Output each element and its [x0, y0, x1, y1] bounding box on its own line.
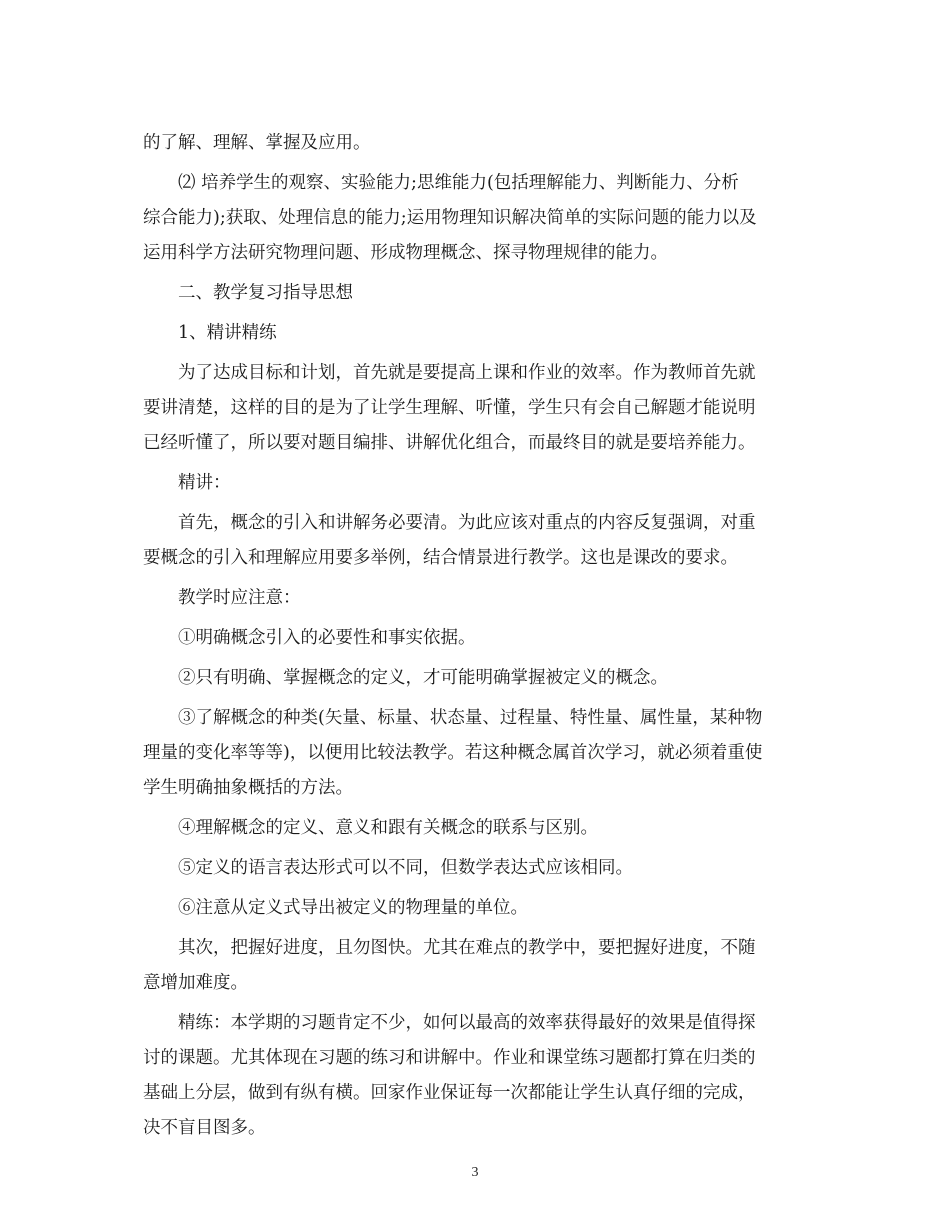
text-line: 理量的变化率等等)，以便用比较法教学。若这种概念属首次学习，就必须着重使	[143, 743, 763, 763]
text-line: 决不盲目图多。	[143, 1118, 266, 1138]
text-line: 其次，把握好进度，且勿图快。尤其在难点的教学中，要把握好进度，不随	[178, 938, 756, 958]
paragraph	[143, 851, 808, 886]
paragraph	[143, 701, 808, 806]
text-line: 学生明确抽象概括的方法。	[143, 778, 353, 798]
text-line: 精讲：	[178, 473, 231, 493]
text-line: ②只有明确、掌握概念的定义，才可能明确掌握被定义的概念。	[178, 668, 668, 688]
text-line: ④理解概念的定义、意义和跟有关概念的联系与区别。	[178, 818, 598, 838]
text-line: 运用科学方法研究物理问题、形成物理概念、探寻物理规律的能力。	[143, 243, 668, 263]
text-line: ⑵ 培养学生的观察、实验能力;思维能力(包括理解能力、判断能力、分析	[178, 173, 739, 193]
text-line: 要讲清楚，这样的目的是为了让学生理解、听懂，学生只有会自己解题才能说明	[143, 398, 756, 418]
text-line: 精练：本学期的习题肯定不少，如何以最高的效率获得最好的效果是值得探	[178, 1013, 756, 1033]
paragraph	[143, 466, 808, 501]
text-line: 二、教学复习指导思想	[178, 283, 353, 303]
paragraph	[143, 316, 808, 351]
text-line: 为了达成目标和计划，首先就是要提高上课和作业的效率。作为教师首先就	[178, 363, 756, 383]
text-line: 1、精讲精练	[178, 323, 277, 343]
text-line: ③了解概念的种类(矢量、标量、状态量、过程量、特性量、属性量，某种物	[178, 708, 763, 728]
text-line: ⑥注意从定义式导出被定义的物理量的单位。	[178, 898, 528, 918]
paragraph	[143, 621, 808, 656]
paragraph	[143, 1006, 808, 1146]
text-line: 教学时应注意：	[178, 588, 301, 608]
document-body	[143, 126, 808, 1151]
paragraph	[143, 166, 808, 271]
text-line: 讨的课题。尤其体现在习题的练习和讲解中。作业和课堂练习题都打算在归类的	[143, 1048, 756, 1068]
paragraph	[143, 661, 808, 696]
paragraph	[143, 891, 808, 926]
paragraph	[143, 356, 808, 461]
text-line: 基础上分层，做到有纵有横。回家作业保证每一次都能让学生认真仔细的完成，	[143, 1083, 756, 1103]
paragraph	[143, 276, 808, 311]
text-line: 意增加难度。	[143, 973, 248, 993]
text-line: 要概念的引入和理解应用要多举例，结合情景进行教学。这也是课改的要求。	[143, 548, 738, 568]
text-line: 首先，概念的引入和讲解务必要清。为此应该对重点的内容反复强调，对重	[178, 513, 756, 533]
text-line: 综合能力);获取、处理信息的能力;运用物理知识解决简单的实际问题的能力以及	[143, 208, 757, 228]
paragraph	[143, 931, 808, 1001]
text-line: 的了解、理解、掌握及应用。	[143, 133, 371, 153]
text-line: ①明确概念引入的必要性和事实依据。	[178, 628, 476, 648]
paragraph	[143, 506, 808, 576]
text-line: 已经听懂了，所以要对题目编排、讲解优化组合，而最终目的就是要培养能力。	[143, 433, 756, 453]
page-number: 3	[471, 1165, 479, 1180]
paragraph	[143, 581, 808, 616]
paragraph	[143, 126, 808, 161]
text-line: ⑤定义的语言表达形式可以不同，但数学表达式应该相同。	[178, 858, 633, 878]
paragraph	[143, 811, 808, 846]
